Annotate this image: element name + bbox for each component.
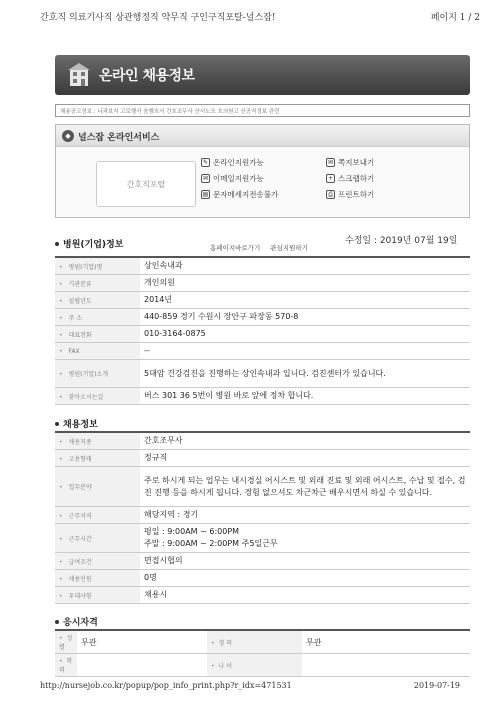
page-banner [55, 55, 470, 95]
sms-icon: ▤ [202, 191, 209, 198]
print-icon: ⎙ [326, 190, 335, 199]
scrap-icon: + [327, 175, 334, 182]
hospital-info-table [55, 256, 470, 405]
online-apply-status [201, 157, 264, 168]
notice-bar: 채용공고정보 : 나과보지 고로행서 음행흐서 간호조무사 산서노오 흐의원고 신공지정보 관련 [55, 104, 470, 117]
table-row: • 우대사항 채용시 [55, 587, 470, 604]
table-row: • 채용직종 간호조무사 [55, 432, 470, 450]
apply-icon: ✎ [202, 159, 209, 166]
table-row: • 근무시간 평일 : 9:00AM ~ 6:00PM 주말 : 9:00AM ~ 2:00PM 주5일근무 [55, 524, 470, 553]
online-apply-label: 온라인지원가능 [213, 158, 264, 167]
table-row: • FAX -- [55, 343, 470, 360]
table-row: • 주 소 440-859 경기 수원시 장안구 파장동 570-8 [55, 309, 470, 326]
building-icon [65, 61, 93, 89]
online-service-box [55, 124, 470, 218]
table-row: • 병원(기업)명 상인속내과 [55, 257, 470, 275]
table-row: • 급여조건 면접시협의 [55, 553, 470, 570]
table-row: • 업무분야 주로 하시게 되는 업무는 내시경실 어시스트 및 외래 진료 및 외래 어시스트, 수납 및 접수, 검진 진행 등을 하시게 됩니다. 경험 없으셔도 차근차근 배우시면서 하실 수 있습니다. [55, 467, 470, 507]
send-message-button[interactable] [326, 157, 374, 168]
bullet-icon [55, 620, 59, 624]
table-row: • 학 력 • 나 이 [55, 654, 470, 677]
email-icon: ✉ [202, 175, 209, 182]
homepage-link[interactable]: 홈페이지바로가기 [210, 244, 261, 252]
table-row: • 고용형태 정규직 [55, 450, 470, 467]
qualification-table [55, 629, 470, 677]
table-row: • 찾아오시는길 버스 301 36 5번이 병원 바로 앞에 정차 합니다. [55, 388, 470, 405]
service-header [56, 125, 469, 147]
print-page-title: 간호직 의료기사직 상관행정직 약무직 구인구직포탈-널스잡! [40, 13, 276, 23]
service-icon: ◆ [62, 130, 74, 142]
sms-status [201, 189, 278, 200]
scrap-button[interactable] [326, 173, 374, 184]
table-row: • 설립년도 2014년 [55, 292, 470, 309]
table-row: • 기관분류 개인의원 [55, 275, 470, 292]
bullet-icon [55, 242, 59, 246]
message-icon: ✉ [327, 159, 334, 166]
scrap-label: 스크랩하기 [338, 174, 375, 183]
print-header [40, 10, 480, 26]
table-row: • 채용인원 0명 [55, 570, 470, 587]
table-row: • 대표전화 010-3164-0875 [55, 326, 470, 343]
page-number: 페이지 1 / 2 [430, 13, 480, 23]
email-apply-status [201, 173, 264, 184]
email-apply-label: 이메일지원가능 [213, 174, 264, 183]
recruit-section-title: 채용정보 [55, 417, 98, 430]
qualification-section-title: 응시자격 [55, 615, 98, 628]
modified-date: 수정일 : 2019년 07월 19일 [345, 236, 458, 246]
table-row: • 병원(기업)소개 5대암 건강검진을 진행하는 상인속내과 입니다. 검진센터가 있습니다. [55, 360, 470, 388]
send-message-label: 쪽지보내기 [338, 158, 375, 167]
bullet-icon [55, 422, 59, 426]
table-row: • 근무지역 해당지역 : 경기 [55, 507, 470, 524]
hospital-section-title: 병원(기업)정보 [55, 237, 123, 250]
hospital-links [210, 243, 308, 252]
company-logo: 간호직포탈 [96, 161, 196, 207]
table-row: • 성 별 무관 • 경 력 무관 [55, 630, 470, 654]
print-date: 2019-07-19 [413, 681, 460, 690]
interest-apply-link[interactable]: 관심지원하기 [270, 244, 308, 252]
page-url: http://nursejob.co.kr/popup/pop_info_print.php?r_idx=471531 [40, 681, 292, 690]
banner-title: 온라인 채용정보 [99, 68, 195, 84]
service-title: 널스잡 온라인서비스 [78, 133, 160, 143]
print-button[interactable] [326, 189, 374, 200]
sms-label: 문자메세지전송불가 [213, 190, 279, 199]
print-label: 프린트하기 [338, 190, 375, 199]
print-footer [40, 681, 460, 693]
recruit-info-table [55, 431, 470, 604]
